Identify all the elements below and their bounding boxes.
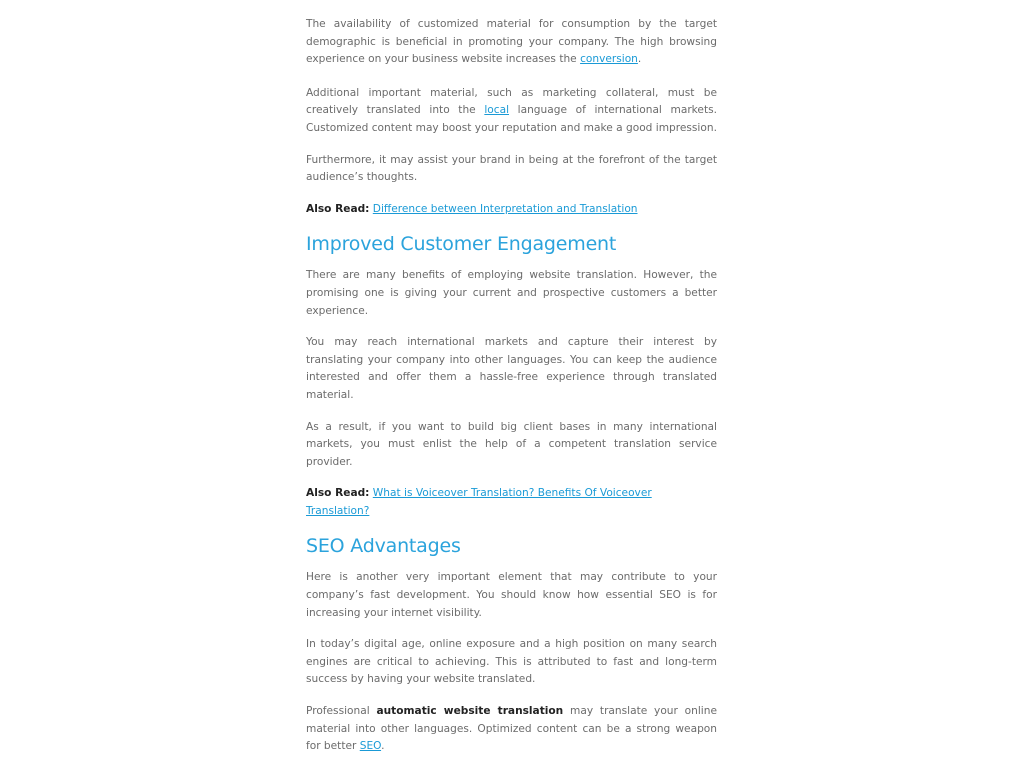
paragraph-benefits: There are many benefits of employing website translation. However, the promising one is giving your current and prospective customers a better experience. xyxy=(306,269,717,317)
also-read-2 xyxy=(306,485,717,520)
also-read-link-interpretation[interactable]: Difference between Interpretation and Translation xyxy=(372,202,638,215)
paragraph-text: . xyxy=(637,53,642,66)
seo-link[interactable]: SEO xyxy=(359,740,382,753)
local-link[interactable]: local xyxy=(484,104,510,117)
also-read-link-voiceover[interactable]: What is Voiceover Translation? Benefits Of Voiceover Translation? xyxy=(306,487,652,517)
paragraph-conversion xyxy=(306,16,717,69)
article-body xyxy=(306,16,717,770)
also-read-1 xyxy=(306,201,717,219)
paragraph-text: . xyxy=(381,740,385,753)
paragraph-text: Professional xyxy=(306,705,377,718)
paragraph-local xyxy=(306,85,717,138)
heading-customer-engagement: Improved Customer Engagement xyxy=(306,233,617,256)
paragraph-client-bases: As a result, if you want to build big client bases in many international markets, you must enlist the help of a competent translation service provider. xyxy=(306,420,717,468)
paragraph-text: Additional important material, such as marketing collateral, must be creatively translated into the xyxy=(306,86,717,117)
paragraph-professional xyxy=(306,703,717,756)
paragraph-digital-age: In today’s digital age, online exposure and a high position on many search engines are critical to achieving. This is attributed to fast and long-term success by having your website translated. xyxy=(306,638,717,686)
paragraph-text: language of international markets. Customized content may boost your reputation and make a good impression. xyxy=(306,104,717,134)
paragraph-reach-markets: You may reach international markets and capture their interest by translating your company into other languages. You can keep the audience interested and offer them a hassle-free experience through translated material. xyxy=(306,336,717,401)
paragraph-text: The availability of customized material for consumption by the target demographic is beneficial in promoting your company. The high browsing experience on your business website increases the xyxy=(306,18,717,66)
heading-seo-advantages: SEO Advantages xyxy=(306,535,461,558)
paragraph-seo-element: Here is another very important element that may contribute to your company’s fast development. You should know how essential SEO is for increasing your internet visibility. xyxy=(306,571,717,619)
paragraph-text: may translate your online material into other languages. Optimized content can be a strong weapon for better xyxy=(306,705,717,753)
paragraph-forefront: Furthermore, it may assist your brand in being at the forefront of the target audience’s thoughts. xyxy=(306,153,717,184)
also-read-label: Also Read: xyxy=(306,202,370,215)
bold-phrase: automatic website translation xyxy=(376,705,564,718)
also-read-label: Also Read: xyxy=(306,487,370,500)
conversion-link[interactable]: conversion xyxy=(580,53,638,66)
